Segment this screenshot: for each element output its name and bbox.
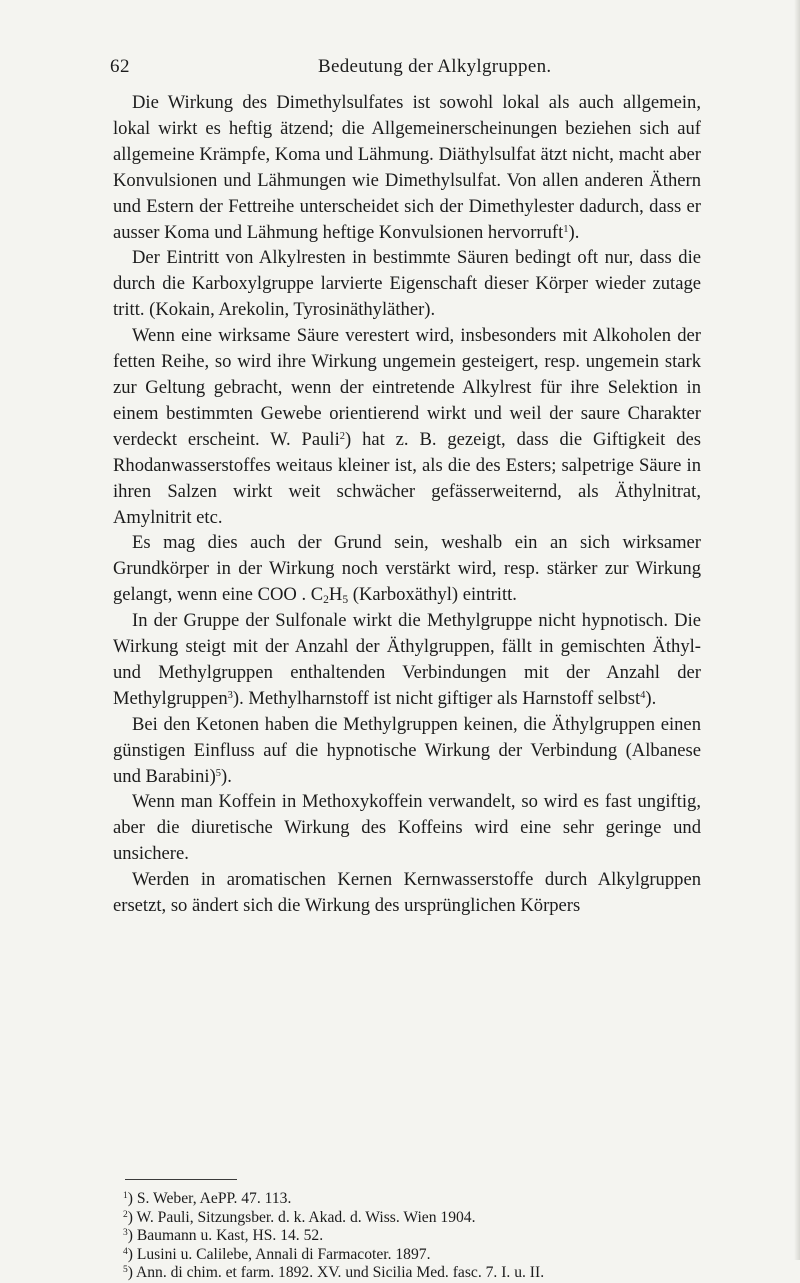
paragraph-5-tail: ). <box>645 687 657 709</box>
paragraph-1-text: Die Wirkung des Dimethylsulfates ist sowohl lokal als auch allgemein, lokal wirkt es heftig ätzend; die Allgemeinerscheinungen beziehen sich auf allgemeine Krämpfe, Koma und Lähmung. Diäthylsulfat ätzt nicht, macht aber Konvulsionen und Lähmungen wie Dimethylsulfat. Von allen anderen Äthern und Estern der Fettreihe unterscheidet sich der Dimethylester dadurch, dass er ausser Koma und Lähmung heftige Konvulsionen hervorruft <box>113 92 701 243</box>
footnote-5 <box>123 1264 703 1283</box>
footnote-ref-5: 5 <box>215 767 222 779</box>
footnote-ref-4: 4 <box>640 689 646 701</box>
footnote-4 <box>123 1246 703 1265</box>
footnote-text: ) W. Pauli, Sitzungsber. d. k. Akad. d. Wiss. Wien 1904. <box>127 1208 476 1226</box>
footnote-text: ) Lusini u. Calilebe, Annali di Farmacoter. 1897. <box>127 1245 431 1263</box>
paragraph-3 <box>113 323 701 530</box>
page-edge <box>794 0 800 1260</box>
footnote-mark: 4 <box>123 1246 128 1257</box>
footnote-rule <box>125 1179 237 1180</box>
subscript-2: 2 <box>323 594 329 607</box>
body-text <box>113 90 701 919</box>
page-number: 62 <box>110 56 130 77</box>
running-head: Bedeutung der Alkylgruppen. <box>318 56 552 77</box>
paragraph-6 <box>113 712 701 790</box>
page-header <box>110 56 700 80</box>
footnote-mark: 5 <box>123 1265 128 1275</box>
paragraph-4-text: Es mag dies auch der Grund sein, weshalb ein an sich wirksamer Grundkörper in der Wirkung noch verstärkt wird, resp. stärker zur Wirkung gelangt, wenn eine COO . C <box>113 532 701 606</box>
footnote-ref-3: 3 <box>227 689 233 701</box>
paragraph-1 <box>113 90 701 245</box>
footnote-text: ) S. Weber, AePP. 47. 113. <box>127 1190 292 1207</box>
subscript-5: 5 <box>342 594 349 607</box>
footnote-text: ) Ann. di chim. et farm. 1892. XV. und Sicilia Med. fasc. 7. I. u. II. <box>127 1264 545 1281</box>
footnote-3 <box>123 1227 703 1246</box>
paragraph-4 <box>113 530 701 608</box>
paragraph-2: Der Eintritt von Alkylresten in bestimmte Säuren bedingt oft nur, dass die durch die Karboxylgruppe larvierte Eigenschaft dieser Körper wieder zutage tritt. (Kokain, Arekolin, Tyrosinäthyläther). <box>113 247 701 321</box>
footnotes <box>123 1190 703 1283</box>
paragraph-6-text: Bei den Ketonen haben die Methylgruppen keinen, die Äthylgruppen einen günstigen Einfluss auf die hypnotische Wirkung der Verbindung (Albanese und Barabini) <box>113 713 701 787</box>
paragraph-7: Wenn man Koffein in Methoxykoffein verwandelt, so wird es fast ungiftig, aber die diuretische Wirkung des Koffeins wird eine sehr geringe und unsichere. <box>113 791 701 865</box>
paragraph-3-tail: ) hat z. B. gezeigt, dass die Giftigkeit des Rhodanwasserstoffes weitaus kleiner ist, als die des Esters; salpetrige Säure in ihren Salzen wirkt weit schwächer gefässerweiternd, als Äthylnitrat, Amylnitrit etc. <box>113 428 701 528</box>
paragraph-6-tail: ). <box>221 765 232 787</box>
footnote-mark: 1 <box>123 1191 128 1201</box>
paragraph-8: Werden in aromatischen Kernen Kernwasserstoffe durch Alkylgruppen ersetzt, so ändert sich die Wirkung des ursprünglichen Körpers <box>113 869 701 917</box>
footnote-1 <box>123 1190 703 1209</box>
paragraph-3-text: Wenn eine wirksame Säure verestert wird, insbesonders mit Alkoholen der fetten Reihe, so wird ihre Wirkung ungemein gesteigert, resp. ungemein stark zur Geltung gebracht, wenn der eintretende Alkylrest für ihre Selektion in einem bestimmten Gewebe orientierend wirkt und weil der saure Charakter verdeckt erscheint. W. Pauli <box>113 325 701 450</box>
paragraph-5-mid: ). Methylharnstoff ist nicht giftiger als Harnstoff selbst <box>232 687 641 709</box>
paragraph-4-tail: (Karboxäthyl) eintritt. <box>348 584 517 606</box>
footnote-ref-1: 1 <box>563 223 569 235</box>
formula-h: H <box>328 584 343 606</box>
paragraph-5-text: In der Gruppe der Sulfonale wirkt die Methylgruppe nicht hypnotisch. Die Wirkung steigt mit der Anzahl der Äthylgruppen, fällt in gemischten Äthyl- und Methylgruppen enthaltenden Verbindungen mit der Anzahl der Methylgruppen <box>113 610 701 709</box>
footnote-mark: 3 <box>123 1228 128 1238</box>
footnote-mark: 2 <box>123 1209 128 1220</box>
footnote-text: ) Baumann u. Kast, HS. 14. 52. <box>127 1227 324 1244</box>
footnote-2 <box>123 1209 703 1228</box>
footnote-ref-2: 2 <box>339 430 346 442</box>
paragraph-1-tail: ). <box>568 221 580 243</box>
paragraph-5 <box>113 608 701 712</box>
